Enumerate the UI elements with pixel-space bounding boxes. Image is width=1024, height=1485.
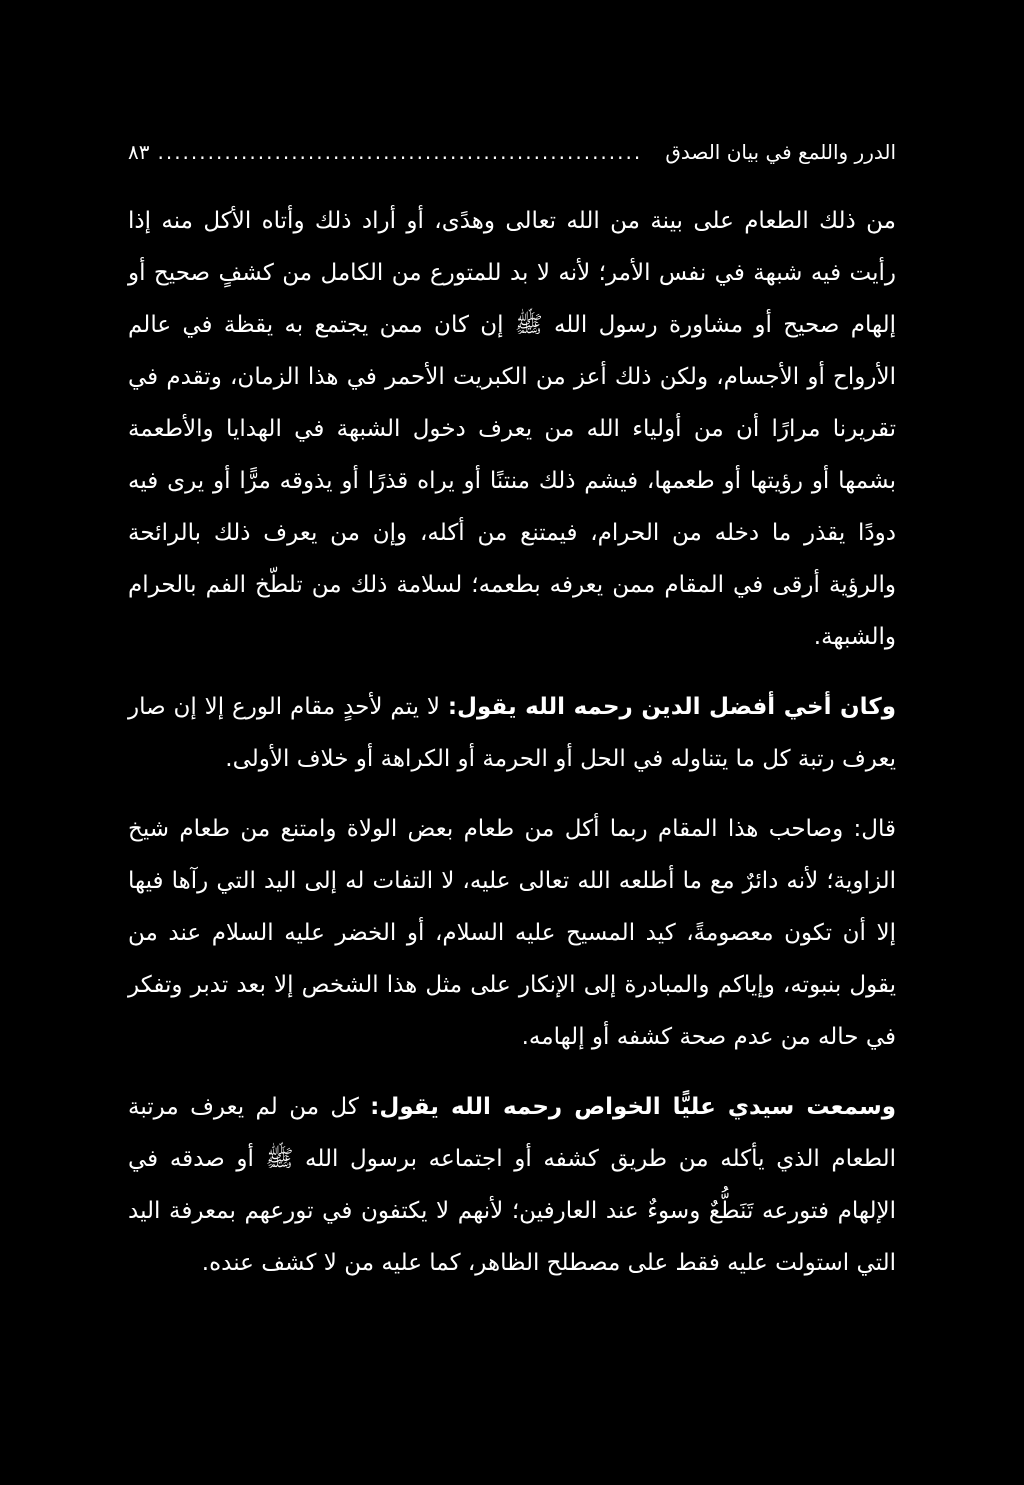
paragraph-lead: وكان أخي أفضل الدين رحمه الله يقول:: [447, 694, 896, 720]
paragraph-text: من ذلك الطعام على بينة من الله تعالى وهدًى، أو أراد ذلك وأتاه الأكل منه إذا رأيت فيه شبهة في نفس الأمر؛ لأنه لا بد للمتورع من الكامل من كشفٍ صحيح أو إلهام صحيح أو مشاورة رسول الله ﷺ إن كان ممن يجتمع به يقظة في عالم الأرواح أو الأجسام، ولكن ذلك أعز من الكبريت الأحمر في هذا الزمان، وتقدم في تقريرنا مرارًا أن من أولياء الله من يعرف دخول الشبهة في الهدايا والأطعمة بشمها أو رؤيتها أو طعمها، فيشم ذلك منتنًا أو يراه قذرًا أو يذوقه مرًّا أو يرى فيه دودًا يقذر ما دخله من الحرام، فيمتنع من أكله، وإن من يعرف ذلك بالرائحة والرؤية أرقى في المقام ممن يعرفه بطعمه؛ لسلامة ذلك من تلطّخ الفم بالحرام والشبهة.: [128, 208, 896, 650]
body-text: [128, 195, 896, 1289]
paragraph-4: [128, 1081, 896, 1289]
page-header: [128, 135, 896, 175]
paragraph-text: قال: وصاحب هذا المقام ربما أكل من طعام بعض الولاة وامتنع من طعام شيخ الزاوية؛ لأنه دائرٌ مع ما أطلعه الله تعالى عليه، لا التفات له إلى اليد التي رآها فيها إلا أن تكون معصومةً، كيد المسيح عليه السلام، أو الخضر عليه السلام عند من يقول بنبوته، وإياكم والمبادرة إلى الإنكار على مثل هذا الشخص إلا بعد تدبر وتفكر في حاله من عدم صحة كشفه أو إلهامه.: [128, 816, 896, 1050]
paragraph-text: لا يتم لأحدٍ مقام الورع إلا إن صار يعرف رتبة كل ما يتناوله في الحل أو الحرمة أو الكراهة أو خلاف الأولى.: [128, 694, 896, 772]
paragraph-1: [128, 195, 896, 663]
paragraph-3: [128, 803, 896, 1063]
paragraph-lead: وسمعت سيدي عليًّا الخواص رحمه الله يقول:: [370, 1094, 896, 1120]
running-title: الدرر واللمع في بيان الصدق: [665, 140, 896, 164]
page-number: ٨٣: [128, 140, 150, 164]
book-page: [128, 135, 896, 1289]
paragraph-2: [128, 681, 896, 785]
paragraph-text: كل من لم يعرف مرتبة الطعام الذي يأكله من طريق كشفه أو اجتماعه برسول الله ﷺ أو صدقه في الإلهام فتورعه تَنَطُّعٌ وسوءٌ عند العارفين؛ لأنهم لا يكتفون في تورعهم بمعرفة اليد التي استولت عليه فقط على مصطلح الظاهر، كما عليه من لا كشف عنده.: [128, 1094, 896, 1276]
dotted-leader: ..........................................................: [157, 140, 643, 164]
